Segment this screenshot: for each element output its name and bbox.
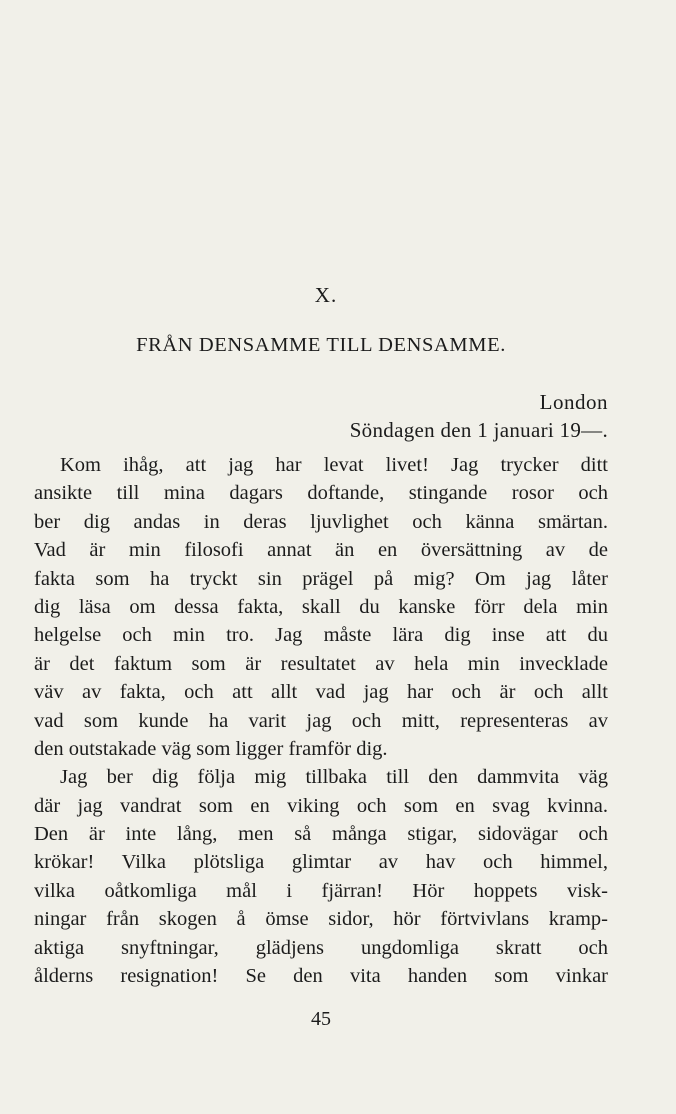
text-line: helgelse och min tro. Jag måste lära dig inse att du [34, 624, 608, 647]
text-line: ålderns resignation! Se den vita handen som vinkar [34, 965, 608, 988]
dateline-date: Söndagen den 1 januari 19—. [349, 418, 608, 442]
text-line: vilka oåtkomliga mål i fjärran! Hör hoppets visk- [34, 879, 608, 902]
text-line: väv av fakta, och att allt vad jag har och är och allt [34, 681, 608, 704]
text-line: aktiga snyftningar, glädjens ungdomliga skratt och [34, 936, 608, 959]
text-line: är det faktum som är resultatet av hela min invecklade [34, 652, 608, 675]
text-line: ningar från skogen å ömse sidor, hör förtvivlans kramp- [34, 908, 608, 931]
body-text [34, 451, 608, 990]
text-line: fakta som ha tryckt sin prägel på mig? Om jag låter [34, 567, 608, 590]
text-line: Den är inte lång, men så många stigar, sidovägar och [34, 823, 608, 846]
text-line: vad som kunde ha varit jag och mitt, representeras av [34, 709, 608, 732]
text-line: dig läsa om dessa fakta, skall du kanske förr dela min [34, 595, 608, 618]
chapter-title: FRÅN DENSAMME TILL DENSAMME. [136, 334, 506, 356]
text-line: krökar! Vilka plötsliga glimtar av hav och himmel, [34, 851, 608, 874]
text-line: Vad är min filosofi annat än en översättning av de [34, 539, 608, 562]
text-line: ansikte till mina dagars doftande, stingande rosor och [34, 482, 608, 505]
text-line: där jag vandrat som en viking och som en svag kvinna. [34, 794, 608, 817]
text-line: Kom ihåg, att jag har levat livet! Jag trycker ditt [60, 454, 608, 476]
text-line: ber dig andas in deras ljuvlighet och känna smärtan. [34, 510, 608, 533]
dateline-place: London [539, 390, 608, 414]
text-line: Jag ber dig följa mig tillbaka till den dammvita väg [60, 766, 608, 789]
text-line: den outstakade väg som ligger framför dig. [34, 737, 388, 760]
chapter-number: X. [314, 283, 338, 307]
page-number: 45 [311, 1008, 331, 1030]
